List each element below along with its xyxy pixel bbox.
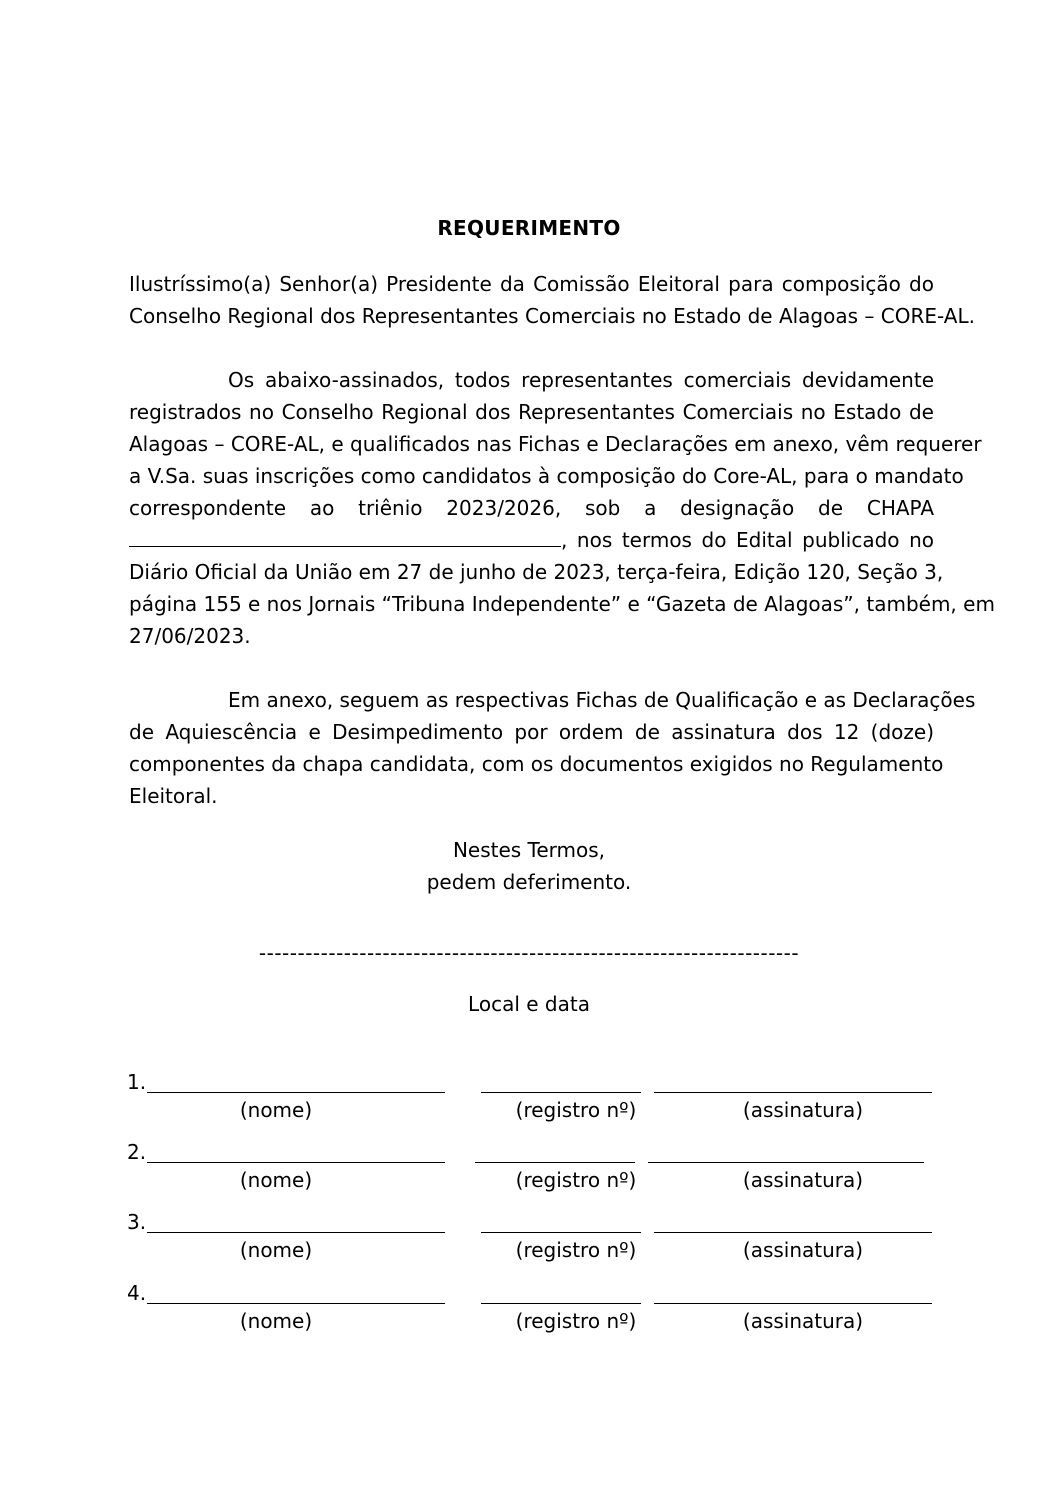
name-label: (nome) (239, 1168, 313, 1192)
name-field[interactable] (147, 1092, 445, 1093)
salutation-line: Conselho Regional dos Representantes Comerciais no Estado de Alagoas – CORE-AL. (129, 304, 975, 328)
paragraph-request (129, 364, 995, 652)
registry-label: (registro nº) (515, 1098, 637, 1122)
closing-line: pedem deferimento. (426, 870, 632, 894)
name-field[interactable] (147, 1162, 445, 1163)
paragraph-line: Eleitoral. (129, 784, 218, 808)
signature-field[interactable] (654, 1092, 932, 1093)
paragraph-line: componentes da chapa candidata, com os documentos exigidos no Regulamento (129, 752, 944, 776)
registry-field[interactable] (481, 1303, 641, 1304)
signature-number: 4. (127, 1281, 147, 1305)
registry-label: (registro nº) (515, 1309, 637, 1333)
paragraph-line: correspondente ao triênio 2023/2026, sob a designação de CHAPA (129, 496, 934, 520)
name-field[interactable] (147, 1303, 445, 1304)
signature-label: (assinatura) (742, 1168, 864, 1192)
signature-field[interactable] (654, 1303, 932, 1304)
name-label: (nome) (239, 1098, 313, 1122)
signature-row (0, 1281, 1058, 1341)
paragraph-line: 27/06/2023. (129, 624, 251, 648)
name-label: (nome) (239, 1238, 313, 1262)
signature-row (0, 1070, 1058, 1130)
place-date-line: ---------------------------------------------------------------------- (258, 941, 800, 965)
signature-label: (assinatura) (742, 1098, 864, 1122)
paragraph-line: Diário Oficial da União em 27 de junho de 2023, terça-feira, Edição 120, Seção 3, (129, 560, 944, 584)
paragraph-line: página 155 e nos Jornais “Tribuna Independente” e “Gazeta de Alagoas”, também, em (129, 592, 995, 616)
paragraph-line: Alagoas – CORE-AL, e qualificados nas Fichas e Declarações em anexo, vêm requerer (129, 432, 982, 456)
signature-number: 2. (127, 1140, 147, 1164)
signature-number: 1. (127, 1070, 147, 1094)
signature-label: (assinatura) (742, 1309, 864, 1333)
paragraph-line: de Aquiescência e Desimpedimento por ordem de assinatura dos 12 (doze) (129, 720, 934, 744)
paragraph-text: , nos termos do Edital publicado no (561, 528, 934, 552)
registry-label: (registro nº) (515, 1238, 637, 1262)
registry-field[interactable] (475, 1162, 635, 1163)
salutation (129, 268, 975, 332)
signature-row (0, 1140, 1058, 1200)
signature-field[interactable] (648, 1162, 924, 1163)
signature-label: (assinatura) (742, 1238, 864, 1262)
paragraph-line: Em anexo, seguem as respectivas Fichas de Qualificação e as Declarações (228, 688, 976, 712)
paragraph-line: registrados no Conselho Regional dos Representantes Comerciais no Estado de (129, 400, 934, 424)
closing-line: Nestes Termos, (452, 838, 606, 862)
paragraph-line-with-blank (129, 524, 934, 556)
paragraph-line: a V.Sa. suas inscrições como candidatos à composição do Core-AL, para o mandato (129, 464, 964, 488)
paragraph-line: Os abaixo-assinados, todos representantes comerciais devidamente (228, 368, 934, 392)
signature-row (0, 1210, 1058, 1270)
place-date-label: Local e data (468, 992, 590, 1016)
registry-label: (registro nº) (515, 1168, 637, 1192)
paragraph-annex (129, 684, 976, 812)
closing-formula (0, 834, 1058, 898)
name-label: (nome) (239, 1309, 313, 1333)
signature-field[interactable] (654, 1232, 932, 1233)
document-title: REQUERIMENTO (437, 216, 621, 240)
signature-number: 3. (127, 1210, 147, 1234)
chapa-name-blank[interactable] (129, 524, 561, 547)
salutation-line: Ilustríssimo(a) Senhor(a) Presidente da Comissão Eleitoral para composição do (129, 272, 934, 296)
name-field[interactable] (147, 1232, 445, 1233)
registry-field[interactable] (481, 1232, 641, 1233)
registry-field[interactable] (481, 1092, 641, 1093)
